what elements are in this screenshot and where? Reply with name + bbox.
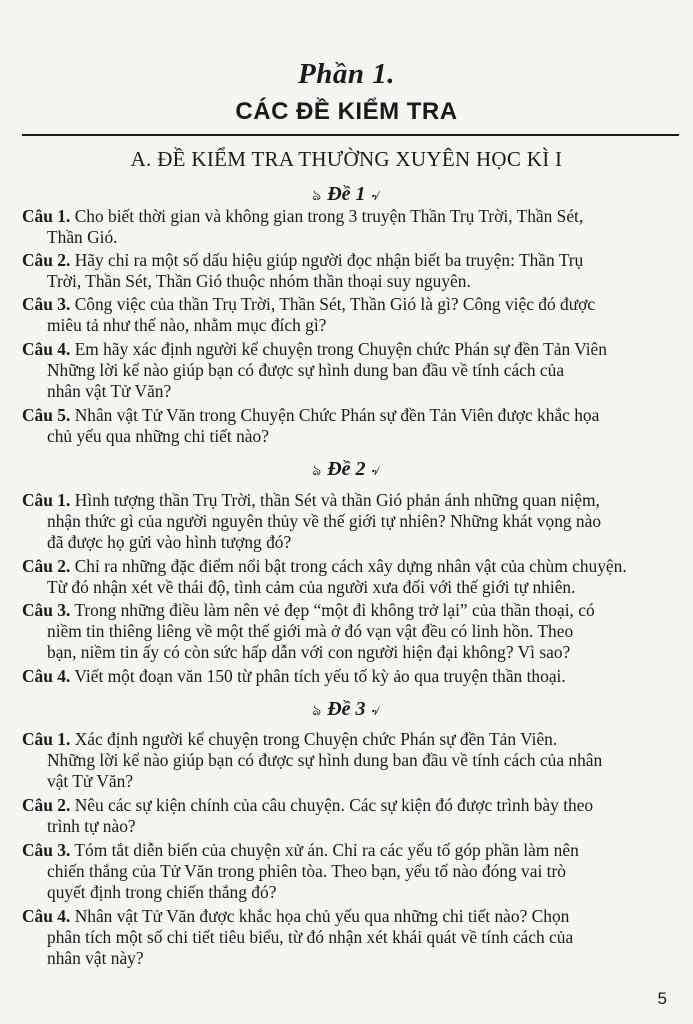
question-3-2: Câu 2. Nêu các sự kiện chính của câu chuyện. Các sự kiện đó được trình bày theo trình tự nào? (22, 795, 594, 836)
ornament-right-icon: ৵ (371, 188, 381, 204)
question-3-1: Câu 1. Xác định người kể chuyện trong Chuyện chức Phán sự đền Tản Viên. Những lời kể nào giúp bạn có được sự hình dung ban đầu về tính cách của nhân vật Tử Văn? (22, 729, 603, 791)
question-1-4: Câu 4. Em hãy xác định người kể chuyện trong Chuyện chức Phán sự đền Tản Viên Những lời kể nào giúp bạn có được sự hình dung ban đầu về tính cách của nhân vật Tử Văn? (22, 339, 607, 401)
question-3-3: Câu 3. Tóm tắt diễn biến của chuyện xử án. Chỉ ra các yếu tố góp phần làm nên chiến thắng của Tử Văn trong phiên tòa. Theo bạn, yếu tố nào đóng vai trò quyết định trong chiến thắng đó? (22, 840, 579, 902)
ornament-right-icon: ৵ (371, 703, 381, 719)
question-1-5: Câu 5. Nhân vật Tử Văn trong Chuyện Chức Phán sự đền Tản Viên được khắc họa chủ yếu qua những chi tiết nào? (22, 405, 600, 446)
exam-heading-1: ঌ Đề 1 ৵ (312, 183, 381, 205)
exam-heading-2: ঌ Đề 2 ৵ (312, 458, 381, 480)
page-number: 5 (657, 989, 667, 1008)
exam-heading-3: ঌ Đề 3 ৵ (312, 698, 381, 720)
ornament-left-icon: ঌ (312, 463, 322, 479)
ornament-left-icon: ঌ (312, 188, 322, 204)
question-2-1: Câu 1. Hình tượng thần Trụ Trời, thần Sét và thần Gió phản ánh những quan niệm, nhận thức gì của người nguyên thủy về thế giới tự nhiên? Những khát vọng nào đã được họ gửi vào hình tượng đó? (22, 490, 602, 552)
question-2-4: Câu 4. Viết một đoạn văn 150 từ phân tích yếu tố kỳ ảo qua truyện thần thoại. (22, 666, 566, 686)
ornament-right-icon: ৵ (371, 463, 381, 479)
section-title: A. ĐỀ KIỂM TRA THƯỜNG XUYÊN HỌC KÌ I (130, 147, 563, 171)
question-1-1: Câu 1. Cho biết thời gian và không gian trong 3 truyện Thần Trụ Trời, Thần Sét, Thần Gió. (22, 206, 584, 247)
ornament-left-icon: ঌ (312, 703, 322, 719)
question-3-4: Câu 4. Nhân vật Tử Văn được khắc họa chủ yếu qua những chi tiết nào? Chọn phân tích một số chi tiết tiêu biểu, từ đó nhận xét khái quát về tính cách của nhân vật này? (22, 906, 574, 968)
question-2-2: Câu 2. Chỉ ra những đặc điểm nổi bật trong cách xây dựng nhân vật của chùm chuyện. Từ đó nhận xét về thái độ, tình cảm của người xưa đối với thế giới tự nhiên. (22, 556, 627, 597)
question-1-3: Câu 3. Công việc của thần Trụ Trời, Thần Sét, Thần Gió là gì? Công việc đó được miêu tả như thế nào, nhằm mục đích gì? (22, 294, 596, 335)
question-1-2: Câu 2. Hãy chỉ ra một số dấu hiệu giúp người đọc nhận biết ba truyện: Thần Trụ Trời, Thần Sét, Thần Gió thuộc nhóm thần thoại suy nguyên. (22, 250, 584, 291)
part-title: CÁC ĐỀ KIỂM TRA (235, 98, 458, 125)
title-divider (22, 134, 679, 136)
part-label: Phần 1. (298, 58, 395, 90)
question-2-3: Câu 3. Trong những điều làm nên vẻ đẹp “một đi không trở lại” của thần thoại, có niềm tin thiêng liêng về một thế giới mà ở đó vạn vật đều có linh hồn. Theo bạn, niềm tin ấy có còn sức hấp dẫn với con người hiện đại không? Vì sao? (22, 600, 595, 662)
